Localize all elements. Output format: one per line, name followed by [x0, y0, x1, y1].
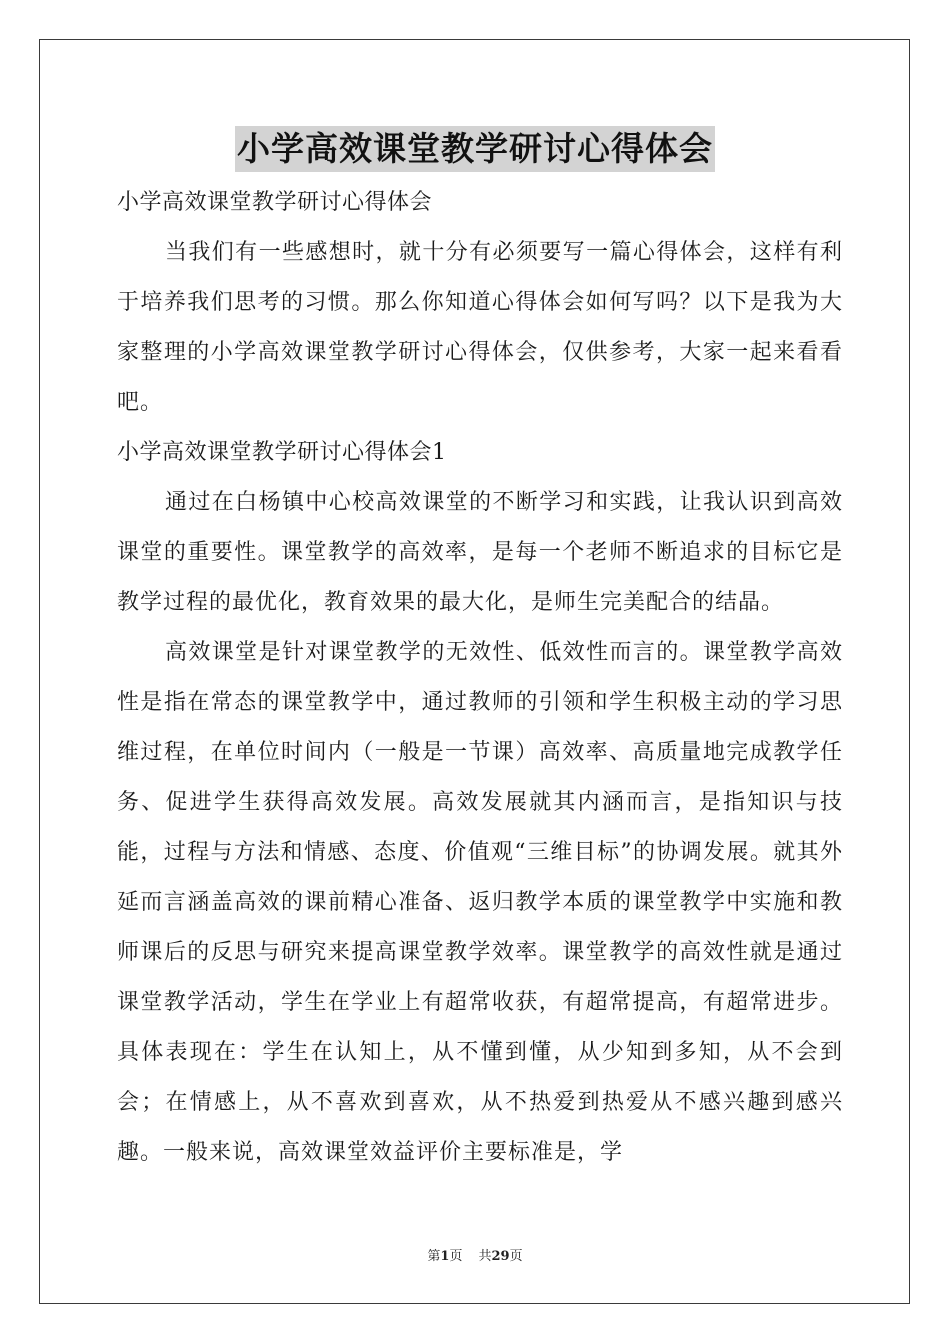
total-pages: 29 [491, 1249, 510, 1264]
document-subtitle: 小学高效课堂教学研讨心得体会 [117, 190, 433, 215]
section-heading: 小学高效课堂教学研讨心得体会1 [117, 440, 447, 465]
total-prefix: 共 [478, 1249, 492, 1264]
document-title: 小学高效课堂教学研讨心得体会 [235, 126, 715, 172]
title-container [0, 126, 950, 172]
page-suffix: 页 [449, 1249, 463, 1264]
body-paragraph-2: 高效课堂是针对课堂教学的无效性、低效性而言的。课堂教学高效性是指在常态的课堂教学中，通过教师的引领和学生积极主动的学习思维过程，在单位时间内（一般是一节课）高效率、高质量地完成教学任务、促进学生获得高效发展。高效发展就其内涵而言，是指知识与技能，过程与方法和情感、态度、价值观“三维目标”的协调发展。就其外延而言涵盖高效的课前精心准备、返归教学本质的课堂教学中实施和教师课后的反思与研究来提高课堂教学效率。课堂教学的高效性就是通过课堂教学活动，学生在学业上有超常收获，有超常提高，有超常进步。具体表现在：学生在认知上，从不懂到懂，从少知到多知，从不会到会；在情感上，从不喜欢到喜欢，从不热爱到热爱从不感兴趣到感兴趣。一般来说，高效课堂效益评价主要标准是，学 [117, 640, 843, 1165]
body-paragraph-1: 通过在白杨镇中心校高效课堂的不断学习和实践，让我认识到高效课堂的重要性。课堂教学的高效率，是每一个老师不断追求的目标它是教学过程的最优化，教育效果的最大化，是师生完美配合的结晶。 [117, 490, 843, 615]
document-body [117, 178, 843, 1178]
page-footer [0, 1245, 950, 1264]
page-number: 1 [440, 1249, 450, 1264]
total-suffix: 页 [509, 1249, 523, 1264]
page-prefix: 第 [427, 1249, 441, 1264]
intro-paragraph: 当我们有一些感想时，就十分有必须要写一篇心得体会，这样有利于培养我们思考的习惯。那么你知道心得体会如何写吗？以下是我为大家整理的小学高效课堂教学研讨心得体会，仅供参考，大家一起来看看吧。 [117, 240, 843, 415]
